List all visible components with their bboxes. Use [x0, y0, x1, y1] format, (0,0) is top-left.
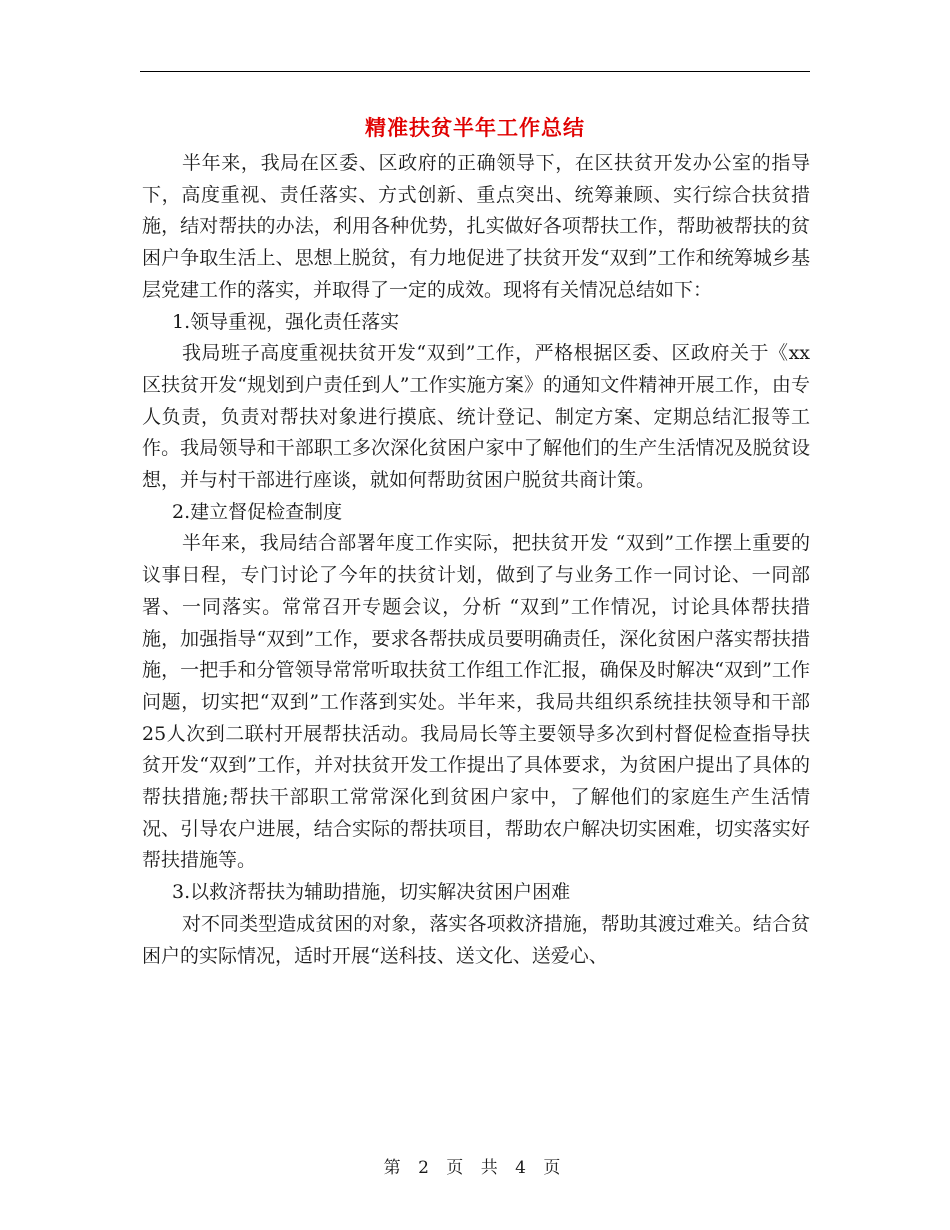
- document-body: [142, 148, 810, 972]
- section-heading-1: 1.领导重视，强化责任落实: [172, 310, 400, 333]
- paragraph-section-3: 对不同类型造成贫困的对象，落实各项救济措施，帮助其渡过难关。结合贫困户的实际情况，适时开展“送科技、送文化、送爱心、: [142, 912, 810, 967]
- paragraph-intro: 半年来，我局在区委、区政府的正确领导下，在区扶贫开发办公室的指导下，高度重视、责任落实、方式创新、重点突出、统筹兼顾、实行综合扶贫措施，结对帮扶的办法，利用各种优势，扎实做好各项帮扶工作，帮助被帮扶的贫困户争取生活上、思想上脱贫，有力地促进了扶贫开发“双到”工作和统筹城乡基层党建工作的落实，并取得了一定的成效。现将有关情况总结如下：: [142, 152, 810, 301]
- paragraph-section-1: 我局班子高度重视扶贫开发“双到”工作，严格根据区委、区政府关于《xx区扶贫开发“规划到户责任到人”工作实施方案》的通知文件精神开展工作，由专人负责，负责对帮扶对象进行摸底、统计登记、制定方案、定期总结汇报等工作。我局领导和干部职工多次深化贫困户家中了解他们的生产生活情况及脱贫设想，并与村干部进行座谈，就如何帮助贫困户脱贫共商计策。: [142, 342, 810, 492]
- document-title: 精准扶贫半年工作总结: [365, 116, 585, 140]
- section-heading-2: 2.建立督促检查制度: [172, 500, 343, 523]
- header-rule: [140, 71, 810, 72]
- section-heading-3: 3.以救济帮扶为辅助措施，切实解决贫困户困难: [172, 881, 571, 904]
- paragraph-section-2: 半年来，我局结合部署年度工作实际，把扶贫开发 “双到”工作摆上重要的议事日程，专门讨论了今年的扶贫计划，做到了与业务工作一同讨论、一同部署、一同落实。常常召开专题会议，分析 “双到”工作情况，讨论具体帮扶措施，加强指导“双到”工作，要求各帮扶成员要明确责任，深化贫困户落实帮扶措施，一把手和分管领导常常听取扶贫工作组工作汇报，确保及时解决“双到”工作问题，切实把“双到”工作落到实处。半年来，我局共组织系统挂扶领导和干部25人次到二联村开展帮扶活动。我局局长等主要领导多次到村督促检查指导扶贫开发“双到”工作，并对扶贫开发工作提出了具体要求，为贫困户提出了具体的帮扶措施;帮扶干部职工常常深化到贫困户家中，了解他们的家庭生产生活情况、引导农户进展，结合实际的帮扶项目，帮助农户解决切实困难，切实落实好帮扶措施等。: [142, 532, 810, 872]
- page-number-footer: 第 2 页 共 4 页: [383, 1158, 567, 1178]
